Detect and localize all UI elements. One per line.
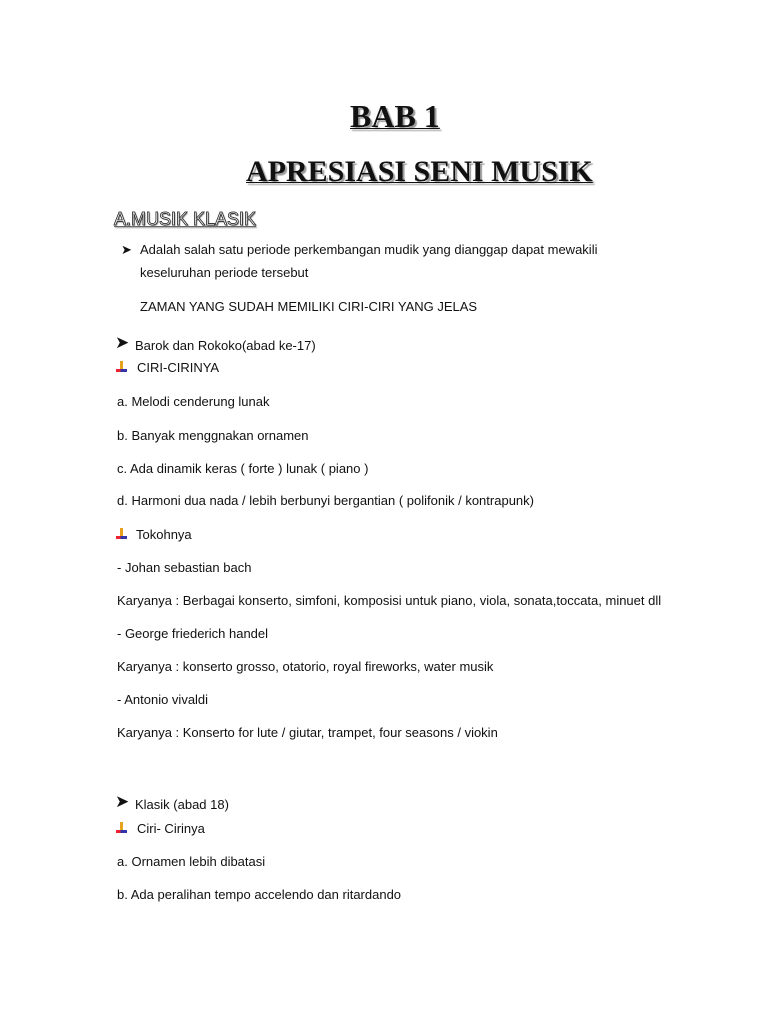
- list-item: a. Melodi cenderung lunak: [117, 394, 270, 409]
- intro-note: ZAMAN YANG SUDAH MEMILIKI CIRI-CIRI YANG JELAS: [140, 299, 478, 314]
- arrow-bullet-icon: ➤: [115, 792, 130, 811]
- klasik-heading: Klasik (abad 18): [135, 797, 229, 812]
- chapter-title: BAB 1: [350, 98, 440, 134]
- intro-line: Adalah salah satu periode perkembangan mudik yang dianggap dapat mewakili: [140, 242, 598, 257]
- list-item: - George friederich handel: [117, 626, 269, 641]
- arrow-bullet-icon: ➤: [115, 333, 130, 352]
- barok-ciri-label: CIRI-CIRINYA: [137, 360, 220, 375]
- list-item: Karyanya : Konserto for lute / giutar, trampet, four seasons / viokin: [117, 725, 498, 740]
- barok-heading: Barok dan Rokoko(abad ke-17): [135, 338, 316, 353]
- section-heading: A.MUSIK KLASIK: [114, 209, 257, 229]
- klasik-ciri-label: Ciri- Cirinya: [137, 821, 205, 836]
- pin-bullet-icon: [116, 361, 127, 374]
- list-item: a. Ornamen lebih dibatasi: [117, 854, 266, 869]
- chapter-subtitle: APRESIASI SENI MUSIK: [246, 155, 593, 188]
- list-item: - Johan sebastian bach: [117, 560, 252, 575]
- barok-tokoh-label: Tokohnya: [136, 527, 192, 542]
- list-item: d. Harmoni dua nada / lebih berbunyi bergantian ( polifonik / kontrapunk): [117, 493, 534, 508]
- list-item: b. Ada peralihan tempo accelendo dan ritardando: [117, 887, 402, 902]
- arrow-bullet-icon: ➤: [121, 242, 132, 257]
- pin-bullet-icon: [116, 822, 127, 835]
- list-item: Karyanya : Berbagai konserto, simfoni, komposisi untuk piano, viola, sonata,toccata, minuet dll: [117, 593, 662, 608]
- list-item: - Antonio vivaldi: [117, 692, 209, 707]
- list-item: c. Ada dinamik keras ( forte ) lunak ( piano ): [117, 461, 369, 476]
- list-item: Karyanya : konserto grosso, otatorio, royal fireworks, water musik: [117, 659, 494, 674]
- pin-bullet-icon: [116, 528, 127, 541]
- intro-line: keseluruhan periode tersebut: [140, 265, 309, 280]
- list-item: b. Banyak menggnakan ornamen: [117, 428, 309, 443]
